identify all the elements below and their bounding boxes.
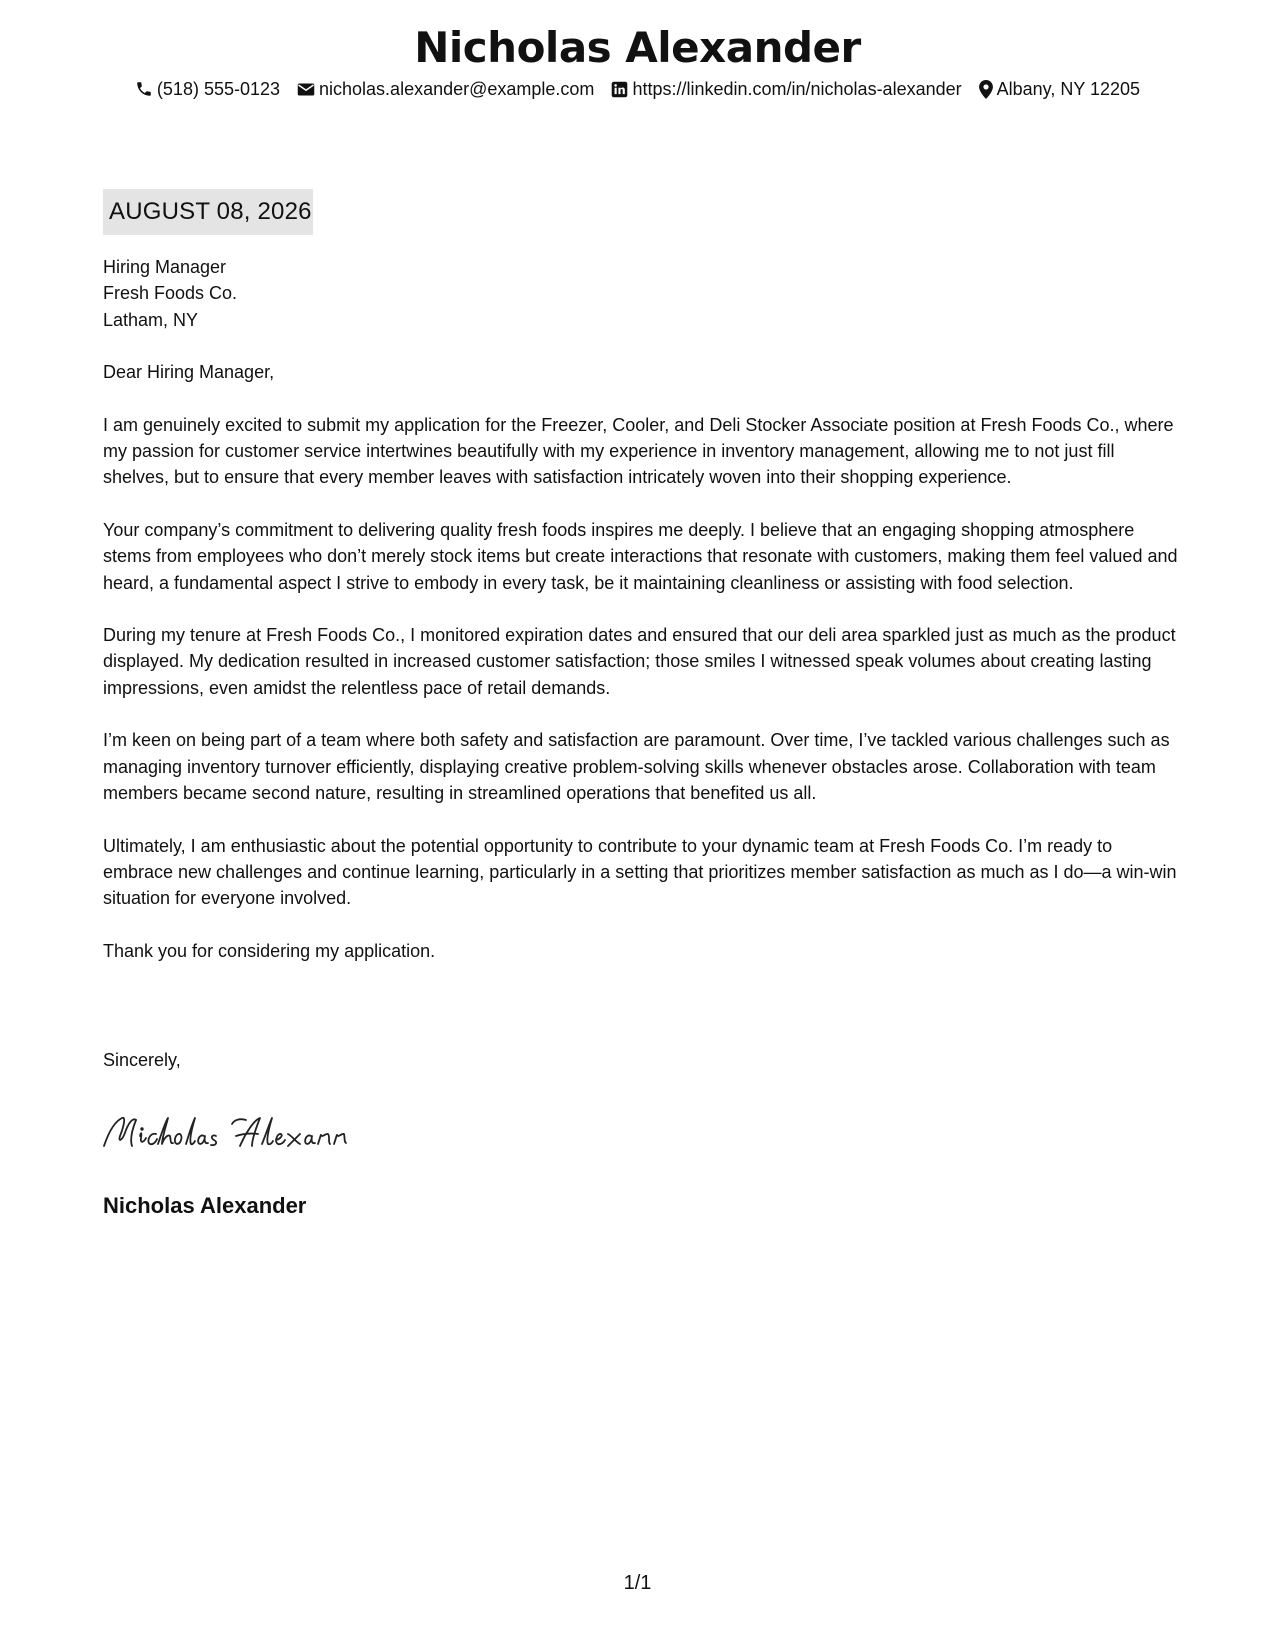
phone-text: (518) 555-0123 <box>156 79 281 99</box>
map-pin-icon <box>979 80 993 99</box>
location-text: Albany, NY 12205 <box>996 79 1141 99</box>
body-paragraph: Ultimately, I am enthusiastic about the potential opportunity to contribute to your dynamic team at Fresh Foods Co. I’m ready to embrace new challenges and continue learning, particularly in a setting that prioritizes member satisfaction as much as I do—a win-win situation for everyone involved. <box>103 835 1177 909</box>
email-text: nicholas.alexander@example.com <box>319 79 595 99</box>
contact-phone <box>135 77 280 101</box>
body-paragraph: Thank you for considering my application. <box>103 940 436 961</box>
contact-email[interactable] <box>297 77 594 101</box>
contact-info-row <box>0 77 1275 101</box>
body-paragraph: Your company’s commitment to delivering quality fresh foods inspires me deeply. I believe that an engaging shopping atmosphere stems from employees who don’t merely stock items but create interactions that resonate with customers, making them feel valued and heard, a fundamental aspect I strive to embody in every task, be it maintaining cleanliness or assisting with food selection. <box>103 519 1178 593</box>
recipient-location: Latham, NY <box>103 309 199 330</box>
letter-body <box>103 254 1183 990</box>
recipient-company: Fresh Foods Co. <box>103 283 238 304</box>
linkedin-text: https://linkedin.com/in/nicholas-alexander <box>632 79 962 99</box>
recipient-address <box>103 254 1183 333</box>
body-paragraph: I’m keen on being part of a team where both safety and satisfaction are paramount. Over time, I’ve tackled various challenges such as managing inventory turnover efficiently, displaying creative problem-solving skills whenever obstacles arose. Collaboration with team members became second nature, resulting in streamlined operations that benefited us all. <box>103 730 1170 803</box>
contact-linkedin[interactable] <box>611 77 961 101</box>
phone-icon <box>135 80 153 98</box>
page-number: 1/1 <box>623 1572 652 1594</box>
signed-name: Nicholas Alexander <box>103 1193 307 1218</box>
applicant-name-heading: Nicholas Alexander <box>414 23 861 72</box>
envelope-icon <box>297 82 315 97</box>
contact-location <box>979 77 1140 101</box>
closing: Sincerely, <box>103 1050 181 1070</box>
recipient-title: Hiring Manager <box>103 257 227 277</box>
letter-date: AUGUST 08, 2026 <box>103 189 313 235</box>
linkedin-icon <box>611 81 628 98</box>
salutation: Dear Hiring Manager, <box>103 362 275 383</box>
handwritten-signature <box>100 1112 370 1152</box>
body-paragraph: During my tenure at Fresh Foods Co., I monitored expiration dates and ensured that our deli area sparkled just as much as the product displayed. My dedication resulted in increased customer satisfaction; those smiles I witnessed speak volumes about creating lasting impressions, even amidst the relentless pace of retail demands. <box>103 625 1176 698</box>
body-paragraph: I am genuinely excited to submit my application for the Freezer, Cooler, and Deli Stocker Associate position at Fresh Foods Co., where my passion for customer service intertwines beautifully with my experience in inventory management, allowing me to not just fill shelves, but to ensure that every member leaves with satisfaction intricately woven into their shopping experience. <box>103 414 1174 488</box>
